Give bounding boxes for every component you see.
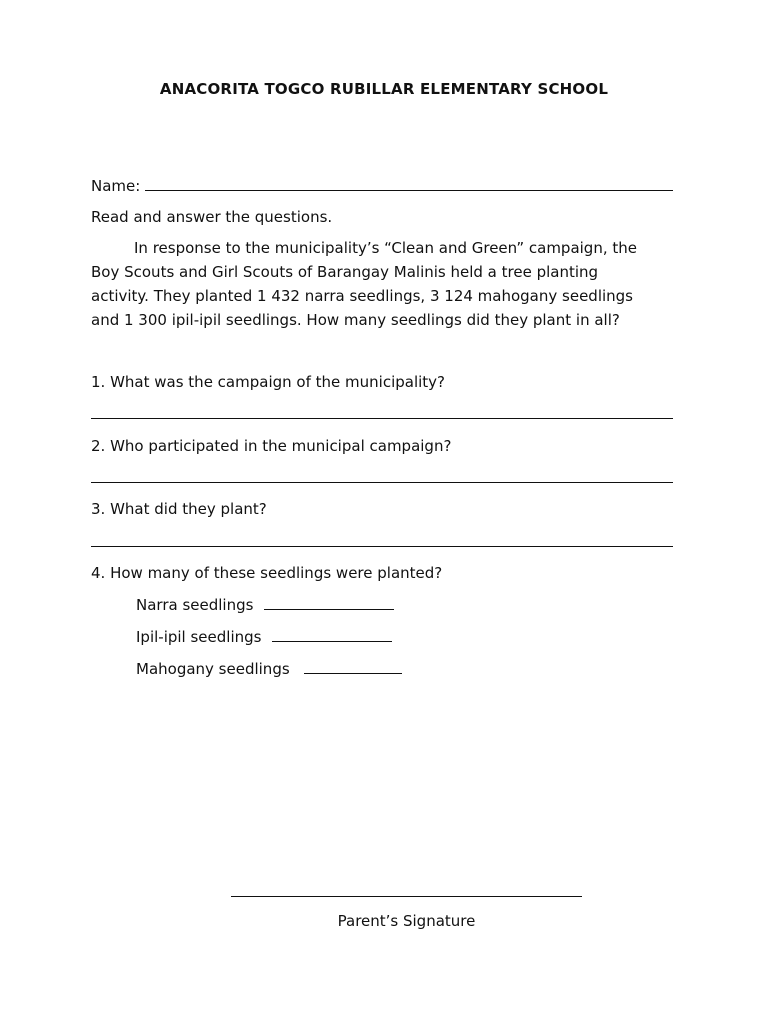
narra-answer-blank[interactable] (264, 595, 394, 610)
passage-line: Boy Scouts and Girl Scouts of Barangay Malinis held a tree planting (91, 263, 599, 281)
question-3: 3. What did they plant? (91, 500, 267, 518)
seedling-label: Narra seedlings (136, 596, 254, 614)
instructions: Read and answer the questions. (91, 208, 333, 226)
seedling-item-mahogany (136, 659, 402, 678)
seedling-label: Ipil-ipil seedlings (136, 628, 262, 646)
seedling-label: Mahogany seedlings (136, 660, 290, 678)
passage-line: activity. They planted 1 432 narra seedlings, 3 124 mahogany seedlings (91, 287, 633, 305)
passage-line: and 1 300 ipil-ipil seedlings. How many seedlings did they plant in all? (91, 311, 620, 329)
question-2: 2. Who participated in the municipal campaign? (91, 437, 452, 455)
school-title: ANACORITA TOGCO RUBILLAR ELEMENTARY SCHOOL (159, 80, 609, 98)
seedling-item-ipil-ipil (136, 627, 392, 646)
question-1: 1. What was the campaign of the municipality? (91, 373, 446, 391)
name-row (91, 176, 673, 195)
name-blank[interactable] (145, 176, 673, 191)
seedling-item-narra (136, 595, 394, 614)
name-label: Name: (91, 177, 141, 195)
ipil-ipil-answer-blank[interactable] (272, 627, 392, 642)
answer-line-2[interactable] (91, 482, 673, 483)
signature-line[interactable] (231, 896, 582, 897)
answer-line-1[interactable] (91, 418, 673, 419)
answer-line-3[interactable] (91, 546, 673, 547)
signature-label: Parent’s Signature (337, 912, 476, 930)
passage-line: In response to the municipality’s “Clean and Green” campaign, the (134, 239, 637, 257)
mahogany-answer-blank[interactable] (304, 659, 402, 674)
word-problem-passage (91, 236, 675, 332)
question-4: 4. How many of these seedlings were planted? (91, 564, 443, 582)
